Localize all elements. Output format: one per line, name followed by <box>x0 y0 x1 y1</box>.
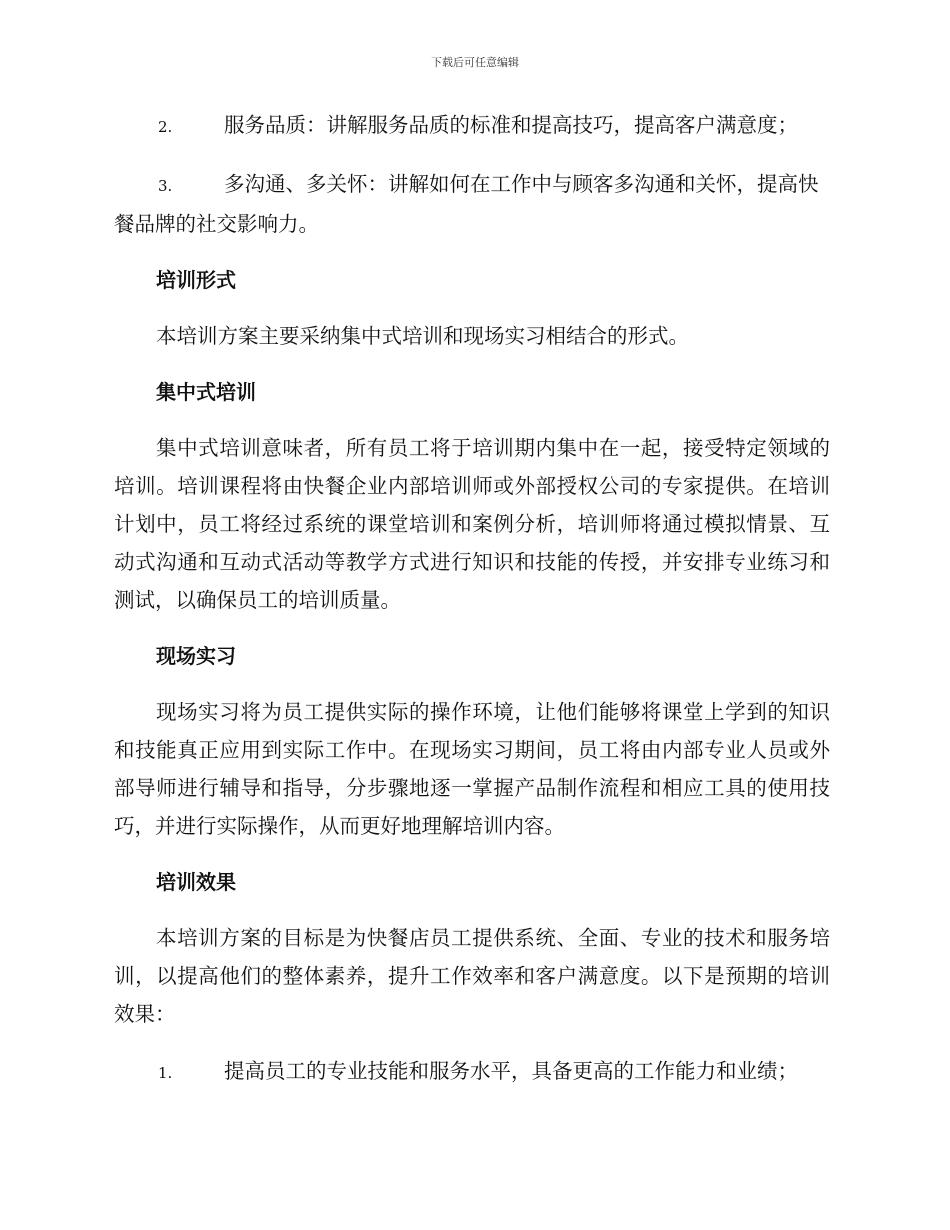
list-text: 服务品质：讲解服务品质的标准和提高技巧，提高客户满意度； <box>224 113 798 137</box>
paragraph-central-training: 集中式培训意味者，所有员工将于培训期内集中在一起，接受特定领域的培训。培训课程将由快餐企业内部培训师或外部授权公司的专家提供。在培训计划中，员工将经过系统的课堂培训和案例分析，培训师将通过模拟情景、互动式沟通和互动式活动等教学方式进行知识和技能的传授，并安排专业练习和测试，以确保员工的培训质量。 <box>114 436 830 612</box>
section-heading-central-training: 集中式培训 <box>156 380 256 404</box>
paragraph-training-form: 本培训方案主要采纳集中式培训和现场实习相结合的形式。 <box>156 324 689 348</box>
list-item <box>114 165 830 243</box>
list-item <box>114 106 830 146</box>
section-heading-training-effect: 培训效果 <box>156 870 236 894</box>
list-number: 2. <box>158 118 173 136</box>
section-heading-training-form: 培训形式 <box>156 268 236 292</box>
paragraph-onsite-practice: 现场实习将为员工提供实际的操作环境，让他们能够将课堂上学到的知识和技能真正应用到实际工作中。在现场实习期间，员工将由内部专业人员或外部导师进行辅导和指导，分步骤地逐一掌握产品制作流程和相应工具的使用技巧，并进行实际操作，从而更好地理解培训内容。 <box>114 700 830 838</box>
section-heading-onsite-practice: 现场实习 <box>156 644 236 668</box>
list-number: 3. <box>158 177 173 195</box>
list-number: 1. <box>158 1064 173 1082</box>
document-body <box>114 106 830 1092</box>
paragraph-training-effect: 本培训方案的目标是为快餐店员工提供系统、全面、专业的技术和服务培训，以提高他们的整体素养，提升工作效率和客户满意度。以下是预期的培训效果： <box>114 926 830 1026</box>
list-text: 提高员工的专业技能和服务水平，具备更高的工作能力和业绩； <box>224 1059 798 1083</box>
list-text: 多沟通、多关怀：讲解如何在工作中与顾客多沟通和关怀，提高快餐品牌的社交影响力。 <box>114 172 819 236</box>
page-header: 下载后可任意编辑 <box>431 56 519 69</box>
list-item <box>114 1052 830 1092</box>
